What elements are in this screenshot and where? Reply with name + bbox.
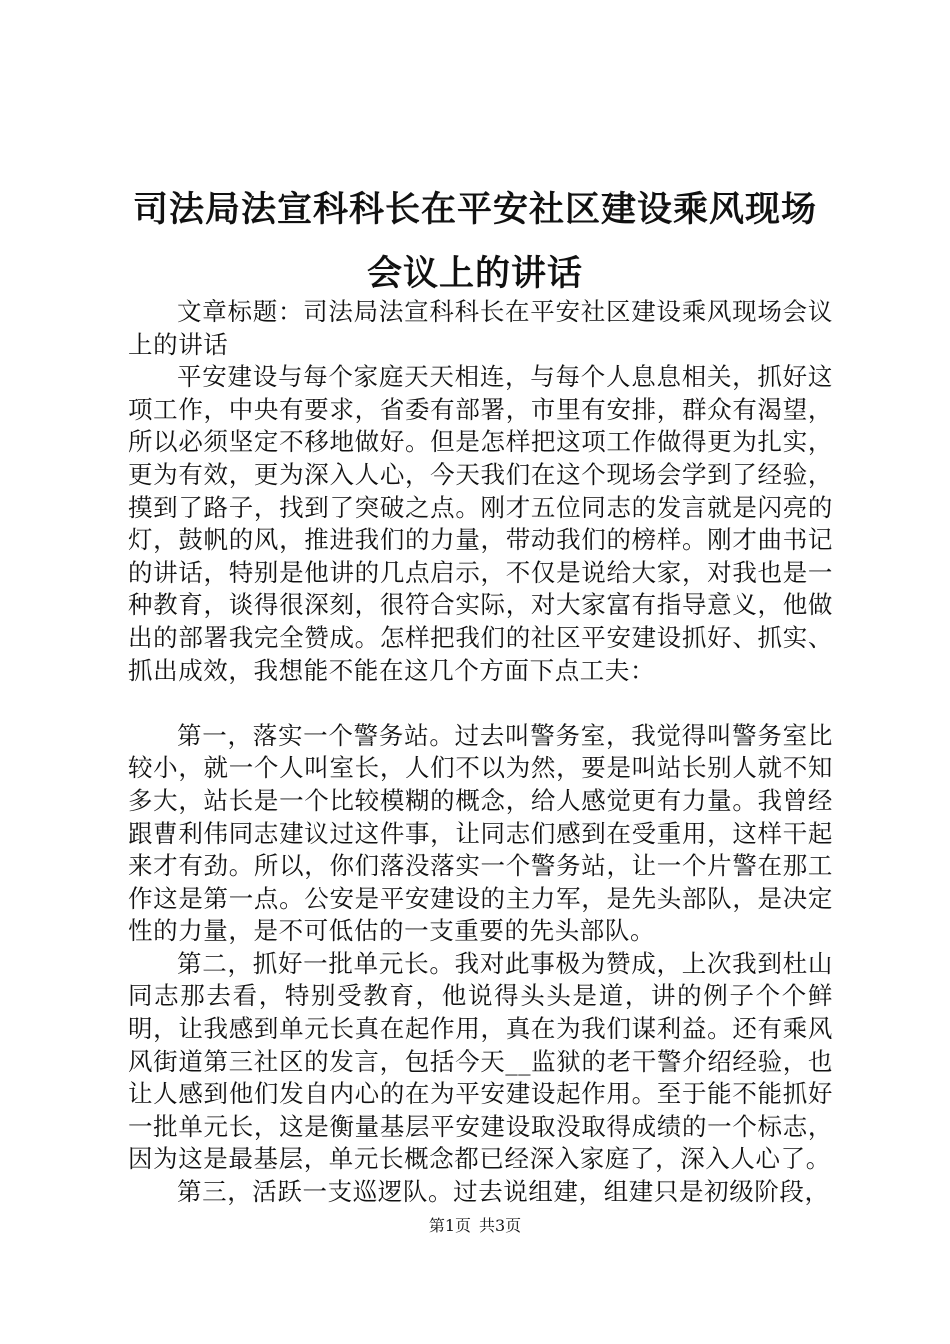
paragraph-intro: 平安建设与每个家庭天天相连，与每个人息息相关，抓好这项工作，中央有要求，省委有部署，市里有安排，群众有渴望，所以必须坚定不移地做好。但是怎样把这项工作做得更为扎实，更为有效，更为深入人心，今天我们在这个现场会学到了经验，摸到了路子，找到了突破之点。刚才五位同志的发言就是闪亮的灯，鼓帆的风，推进我们的力量，带动我们的榜样。刚才曲书记的讲话，特别是他讲的几点启示，不仅是说给大家，对我也是一种教育，谈得很深刻，很符合实际，对大家富有指导意义，他做出的部署我完全赞成。怎样把我们的社区平安建设抓好、抓实、抓出成效，我想能不能在这几个方面下点工夫： <box>128 362 833 685</box>
paragraph-point-one: 第一，落实一个警务站。过去叫警务室，我觉得叫警务室比较小，就一个人叫室长，人们不以为然，要是叫站长别人就不知多大，站长是一个比较模糊的概念，给人感觉更有力量。我曾经跟曹利伟同志建议过这件事，让同志们感到在受重用，这样干起来才有劲。所以，你们落没落实一个警务站，让一个片警在那工作这是第一点。公安是平安建设的主力军，是先头部队，是决定性的力量，是不可低估的一支重要的先头部队。 <box>128 720 833 946</box>
paragraph-article-title: 文章标题：司法局法宣科科长在平安社区建设乘风现场会议上的讲话 <box>128 297 833 359</box>
page-number: 第1页 <box>428 1216 471 1235</box>
document-title: 司法局法宣科科长在平安社区建设乘风现场会议上的讲话 <box>132 189 817 294</box>
paragraph-point-two: 第二，抓好一批单元长。我对此事极为赞成，上次我到杜山同志那去看，特别受教育，他说得头头是道，讲的例子个个鲜明，让我感到单元长真在起作用，真在为我们谋利益。还有乘风风街道第三社区的发言，包括今天__监狱的老干警介绍经验，也让人感到他们发自内心的在为平安建设起作用。至于能不能抓好一批单元长，这是衡量基层平安建设取没取得成绩的一个标志，因为这是最基层，单元长概念都已经深入家庭了，深入人心了。 <box>128 948 833 1174</box>
document-body <box>128 296 833 1209</box>
paragraph-spacer <box>128 687 833 720</box>
page-total: 共3页 <box>479 1216 522 1235</box>
page-footer <box>0 1214 950 1238</box>
paragraph-point-three: 第三，活跃一支巡逻队。过去说组建，组建只是初级阶段， <box>177 1177 830 1207</box>
